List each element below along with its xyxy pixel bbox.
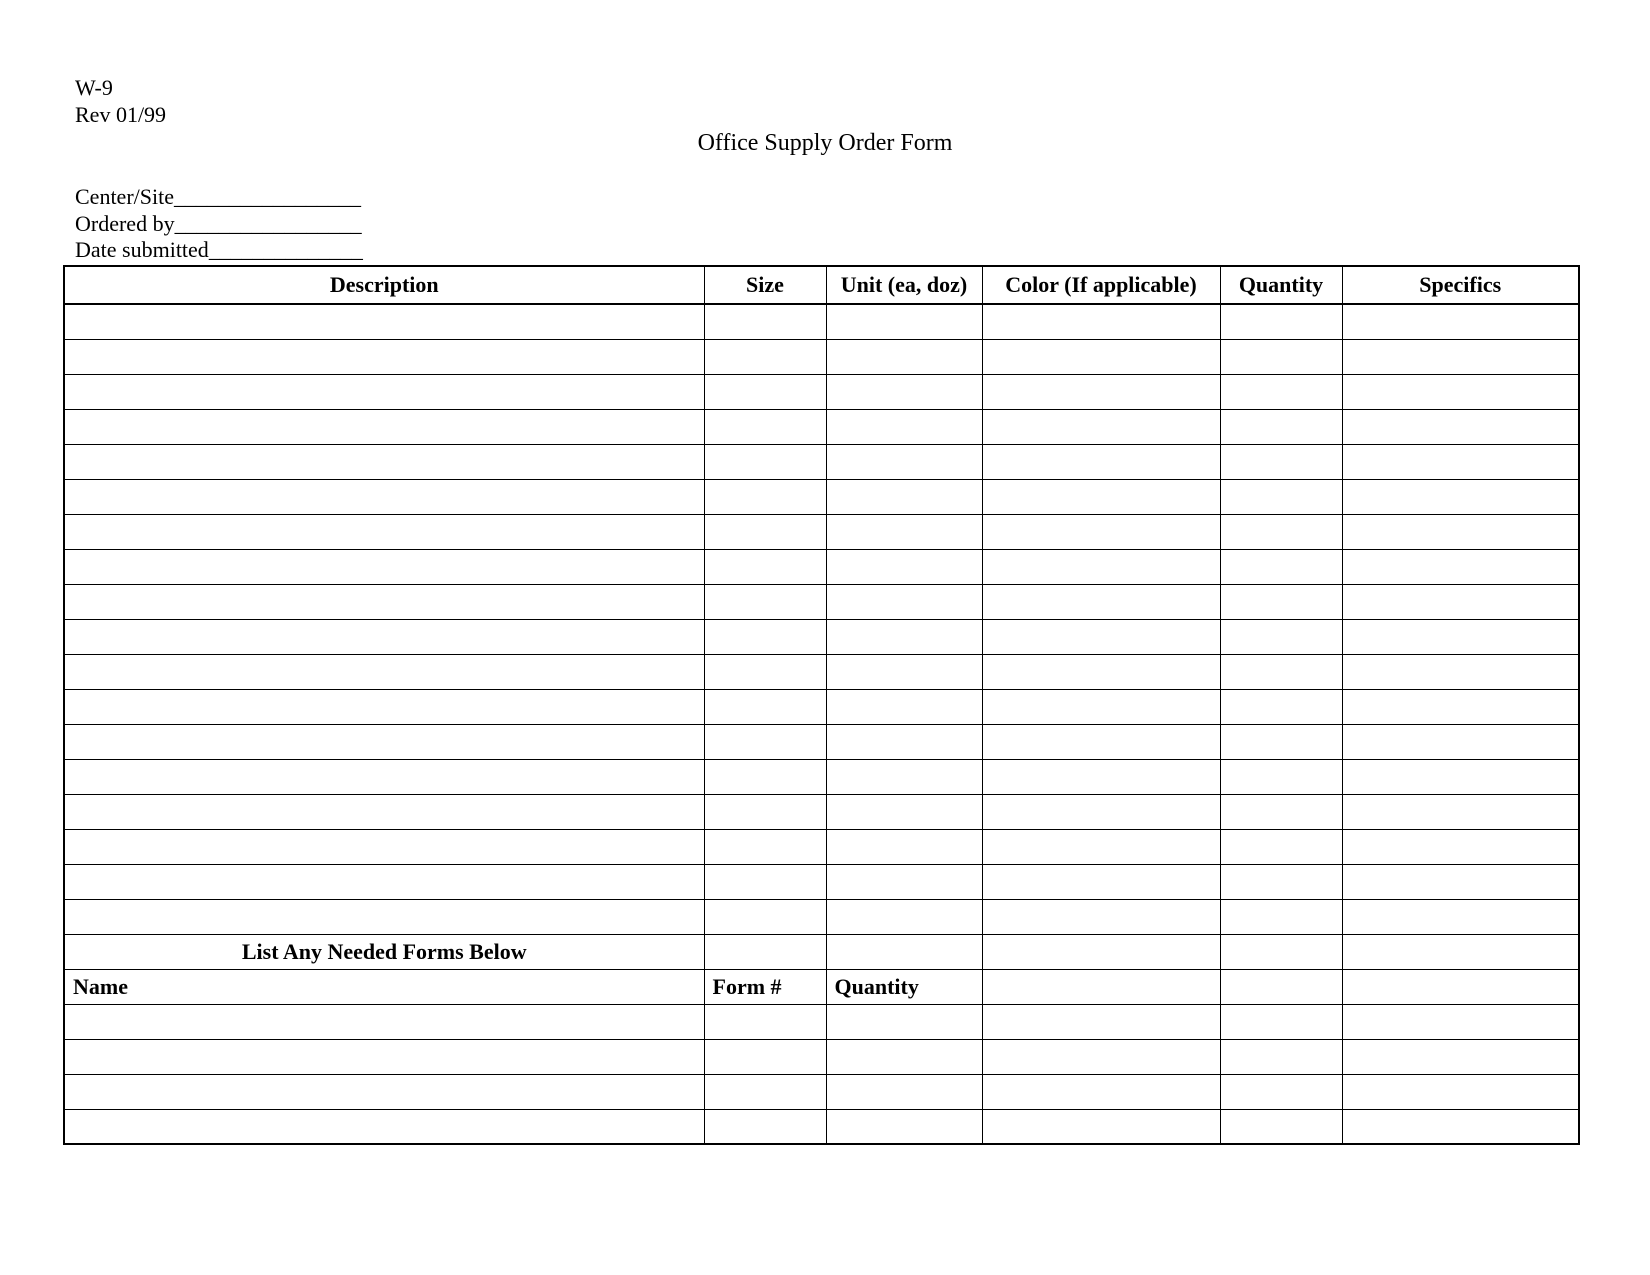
table-row	[64, 654, 1579, 689]
quantity-cell[interactable]	[1220, 759, 1342, 794]
unit-cell[interactable]	[826, 479, 982, 514]
specifics-cell[interactable]	[1342, 724, 1579, 759]
description-cell[interactable]	[64, 724, 704, 759]
size-cell[interactable]	[704, 409, 826, 444]
size-cell[interactable]	[704, 654, 826, 689]
size-cell[interactable]	[704, 759, 826, 794]
specifics-cell[interactable]	[1342, 374, 1579, 409]
color-cell[interactable]	[982, 899, 1220, 934]
table-row	[64, 304, 1579, 339]
form-code	[75, 74, 166, 128]
specifics-cell[interactable]	[1342, 514, 1579, 549]
specifics-cell[interactable]	[1342, 654, 1579, 689]
description-cell[interactable]	[64, 339, 704, 374]
date-submitted-blank[interactable]: ______________	[208, 237, 363, 262]
form-quantity-cell[interactable]	[826, 1109, 982, 1144]
color-cell[interactable]	[982, 479, 1220, 514]
table-row	[64, 1074, 1579, 1109]
color-cell[interactable]	[982, 759, 1220, 794]
specifics-cell[interactable]	[1342, 619, 1579, 654]
quantity-cell[interactable]	[1220, 339, 1342, 374]
size-cell[interactable]	[704, 584, 826, 619]
specifics-cell[interactable]	[1342, 969, 1579, 1004]
table-row	[64, 1004, 1579, 1039]
specifics-cell[interactable]	[1342, 1074, 1579, 1109]
size-cell[interactable]	[704, 899, 826, 934]
description-cell[interactable]	[64, 794, 704, 829]
form-number-cell[interactable]	[704, 1039, 826, 1074]
forms-section-heading: List Any Needed Forms Below	[64, 934, 704, 969]
table-row	[64, 1039, 1579, 1074]
forms-column-form-number: Form #	[704, 969, 826, 1004]
description-cell[interactable]	[64, 584, 704, 619]
specifics-cell[interactable]	[1342, 549, 1579, 584]
date-submitted-field[interactable]	[75, 237, 363, 264]
table-row	[64, 619, 1579, 654]
color-cell[interactable]	[982, 304, 1220, 339]
form-name-cell[interactable]	[64, 1004, 704, 1039]
description-cell[interactable]	[64, 514, 704, 549]
quantity-cell[interactable]	[1220, 654, 1342, 689]
specifics-cell[interactable]	[1342, 444, 1579, 479]
column-header-size: Size	[704, 266, 826, 304]
color-cell[interactable]	[982, 549, 1220, 584]
forms-section-columns-row	[64, 969, 1579, 1004]
color-cell[interactable]	[982, 654, 1220, 689]
quantity-cell[interactable]	[1220, 864, 1342, 899]
size-cell[interactable]	[704, 339, 826, 374]
unit-cell[interactable]	[826, 899, 982, 934]
specifics-cell[interactable]	[1342, 794, 1579, 829]
color-cell[interactable]	[982, 1004, 1220, 1039]
description-cell[interactable]	[64, 759, 704, 794]
color-cell[interactable]	[982, 374, 1220, 409]
specifics-cell[interactable]	[1342, 934, 1579, 969]
unit-cell[interactable]	[826, 689, 982, 724]
unit-cell[interactable]	[826, 409, 982, 444]
form-quantity-cell[interactable]	[826, 1039, 982, 1074]
unit-cell[interactable]	[826, 549, 982, 584]
table-row	[64, 724, 1579, 759]
table-row	[64, 794, 1579, 829]
form-quantity-cell[interactable]	[826, 1074, 982, 1109]
quantity-cell[interactable]	[1220, 444, 1342, 479]
description-cell[interactable]	[64, 479, 704, 514]
specifics-cell[interactable]	[1342, 339, 1579, 374]
column-header-description: Description	[64, 266, 704, 304]
table-row	[64, 759, 1579, 794]
specifics-cell[interactable]	[1342, 829, 1579, 864]
center-site-field[interactable]	[75, 184, 363, 211]
form-quantity-cell[interactable]	[826, 1004, 982, 1039]
unit-cell[interactable]	[826, 654, 982, 689]
quantity-cell[interactable]	[1220, 794, 1342, 829]
quantity-cell[interactable]	[1220, 584, 1342, 619]
unit-cell[interactable]	[826, 374, 982, 409]
column-header-unit: Unit (ea, doz)	[826, 266, 982, 304]
size-cell[interactable]	[704, 724, 826, 759]
color-cell[interactable]	[982, 934, 1220, 969]
size-cell[interactable]	[704, 304, 826, 339]
header-fields	[75, 184, 363, 264]
specifics-cell[interactable]	[1342, 409, 1579, 444]
unit-cell[interactable]	[826, 304, 982, 339]
description-cell[interactable]	[64, 549, 704, 584]
quantity-cell[interactable]	[1220, 549, 1342, 584]
size-cell[interactable]	[704, 689, 826, 724]
forms-column-quantity: Quantity	[826, 969, 982, 1004]
size-cell[interactable]	[704, 934, 826, 969]
quantity-cell[interactable]	[1220, 1004, 1342, 1039]
date-submitted-label: Date submitted	[75, 237, 209, 262]
quantity-cell[interactable]	[1220, 1039, 1342, 1074]
column-header-quantity: Quantity	[1220, 266, 1342, 304]
quantity-cell[interactable]	[1220, 619, 1342, 654]
color-cell[interactable]	[982, 724, 1220, 759]
description-cell[interactable]	[64, 654, 704, 689]
description-cell[interactable]	[64, 444, 704, 479]
quantity-cell[interactable]	[1220, 724, 1342, 759]
form-id: W-9	[75, 75, 113, 100]
unit-cell[interactable]	[826, 794, 982, 829]
forms-column-name: Name	[64, 969, 704, 1004]
description-cell[interactable]	[64, 374, 704, 409]
quantity-cell[interactable]	[1220, 689, 1342, 724]
specifics-cell[interactable]	[1342, 864, 1579, 899]
table-row	[64, 374, 1579, 409]
unit-cell[interactable]	[826, 339, 982, 374]
color-cell[interactable]	[982, 969, 1220, 1004]
table-row	[64, 444, 1579, 479]
unit-cell[interactable]	[826, 864, 982, 899]
quantity-cell[interactable]	[1220, 304, 1342, 339]
form-name-cell[interactable]	[64, 1039, 704, 1074]
color-cell[interactable]	[982, 584, 1220, 619]
form-number-cell[interactable]	[704, 1004, 826, 1039]
color-cell[interactable]	[982, 829, 1220, 864]
size-cell[interactable]	[704, 479, 826, 514]
quantity-cell[interactable]	[1220, 514, 1342, 549]
description-cell[interactable]	[64, 304, 704, 339]
color-cell[interactable]	[982, 339, 1220, 374]
description-cell[interactable]	[64, 899, 704, 934]
form-number-cell[interactable]	[704, 1109, 826, 1144]
specifics-cell[interactable]	[1342, 1039, 1579, 1074]
color-cell[interactable]	[982, 444, 1220, 479]
page-title: Office Supply Order Form	[697, 130, 953, 156]
size-cell[interactable]	[704, 829, 826, 864]
description-cell[interactable]	[64, 829, 704, 864]
form-revision: Rev 01/99	[75, 102, 167, 127]
table-header-row	[64, 266, 1579, 304]
table-row	[64, 409, 1579, 444]
specifics-cell[interactable]	[1342, 899, 1579, 934]
description-cell[interactable]	[64, 864, 704, 899]
description-cell[interactable]	[64, 689, 704, 724]
table-row	[64, 864, 1579, 899]
description-cell[interactable]	[64, 619, 704, 654]
table-row	[64, 514, 1579, 549]
quantity-cell[interactable]	[1220, 934, 1342, 969]
table-row	[64, 479, 1579, 514]
quantity-cell[interactable]	[1220, 479, 1342, 514]
forms-section-heading-row	[64, 934, 1579, 969]
size-cell[interactable]	[704, 794, 826, 829]
order-table	[63, 265, 1580, 1145]
specifics-cell[interactable]	[1342, 759, 1579, 794]
color-cell[interactable]	[982, 864, 1220, 899]
table-row	[64, 899, 1579, 934]
unit-cell[interactable]	[826, 514, 982, 549]
ordered-by-blank[interactable]: _________________	[174, 210, 362, 236]
unit-cell[interactable]	[826, 759, 982, 794]
color-cell[interactable]	[982, 1039, 1220, 1074]
table-row	[64, 339, 1579, 374]
column-header-specifics: Specifics	[1342, 266, 1579, 304]
specifics-cell[interactable]	[1342, 1109, 1579, 1144]
unit-cell[interactable]	[826, 619, 982, 654]
unit-cell[interactable]	[826, 829, 982, 864]
size-cell[interactable]	[704, 549, 826, 584]
column-header-color: Color (If applicable)	[982, 266, 1220, 304]
size-cell[interactable]	[704, 514, 826, 549]
unit-cell[interactable]	[826, 444, 982, 479]
color-cell[interactable]	[982, 619, 1220, 654]
specifics-cell[interactable]	[1342, 304, 1579, 339]
ordered-by-label: Ordered by	[75, 210, 175, 236]
unit-cell[interactable]	[826, 584, 982, 619]
quantity-cell[interactable]	[1220, 829, 1342, 864]
color-cell[interactable]	[982, 689, 1220, 724]
unit-cell[interactable]	[826, 934, 982, 969]
size-cell[interactable]	[704, 619, 826, 654]
center-site-label: Center/Site	[75, 184, 174, 209]
table-row	[64, 689, 1579, 724]
color-cell[interactable]	[982, 1074, 1220, 1109]
quantity-cell[interactable]	[1220, 409, 1342, 444]
quantity-cell[interactable]	[1220, 969, 1342, 1004]
specifics-cell[interactable]	[1342, 584, 1579, 619]
quantity-cell[interactable]	[1220, 1109, 1342, 1144]
form-name-cell[interactable]	[64, 1109, 704, 1144]
table-row	[64, 1109, 1579, 1144]
quantity-cell[interactable]	[1220, 899, 1342, 934]
form-name-cell[interactable]	[64, 1074, 704, 1109]
table-row	[64, 829, 1579, 864]
ordered-by-field[interactable]	[75, 211, 363, 238]
quantity-cell[interactable]	[1220, 1074, 1342, 1109]
form-number-cell[interactable]	[704, 1074, 826, 1109]
color-cell[interactable]	[982, 794, 1220, 829]
quantity-cell[interactable]	[1220, 374, 1342, 409]
specifics-cell[interactable]	[1342, 1004, 1579, 1039]
specifics-cell[interactable]	[1342, 689, 1579, 724]
center-site-blank[interactable]: _________________	[173, 184, 361, 209]
size-cell[interactable]	[704, 864, 826, 899]
unit-cell[interactable]	[826, 724, 982, 759]
table-row	[64, 549, 1579, 584]
specifics-cell[interactable]	[1342, 479, 1579, 514]
color-cell[interactable]	[982, 1109, 1220, 1144]
size-cell[interactable]	[704, 374, 826, 409]
table-row	[64, 584, 1579, 619]
size-cell[interactable]	[704, 444, 826, 479]
color-cell[interactable]	[982, 409, 1220, 444]
order-table-body	[64, 304, 1579, 1144]
color-cell[interactable]	[982, 514, 1220, 549]
description-cell[interactable]	[64, 409, 704, 444]
